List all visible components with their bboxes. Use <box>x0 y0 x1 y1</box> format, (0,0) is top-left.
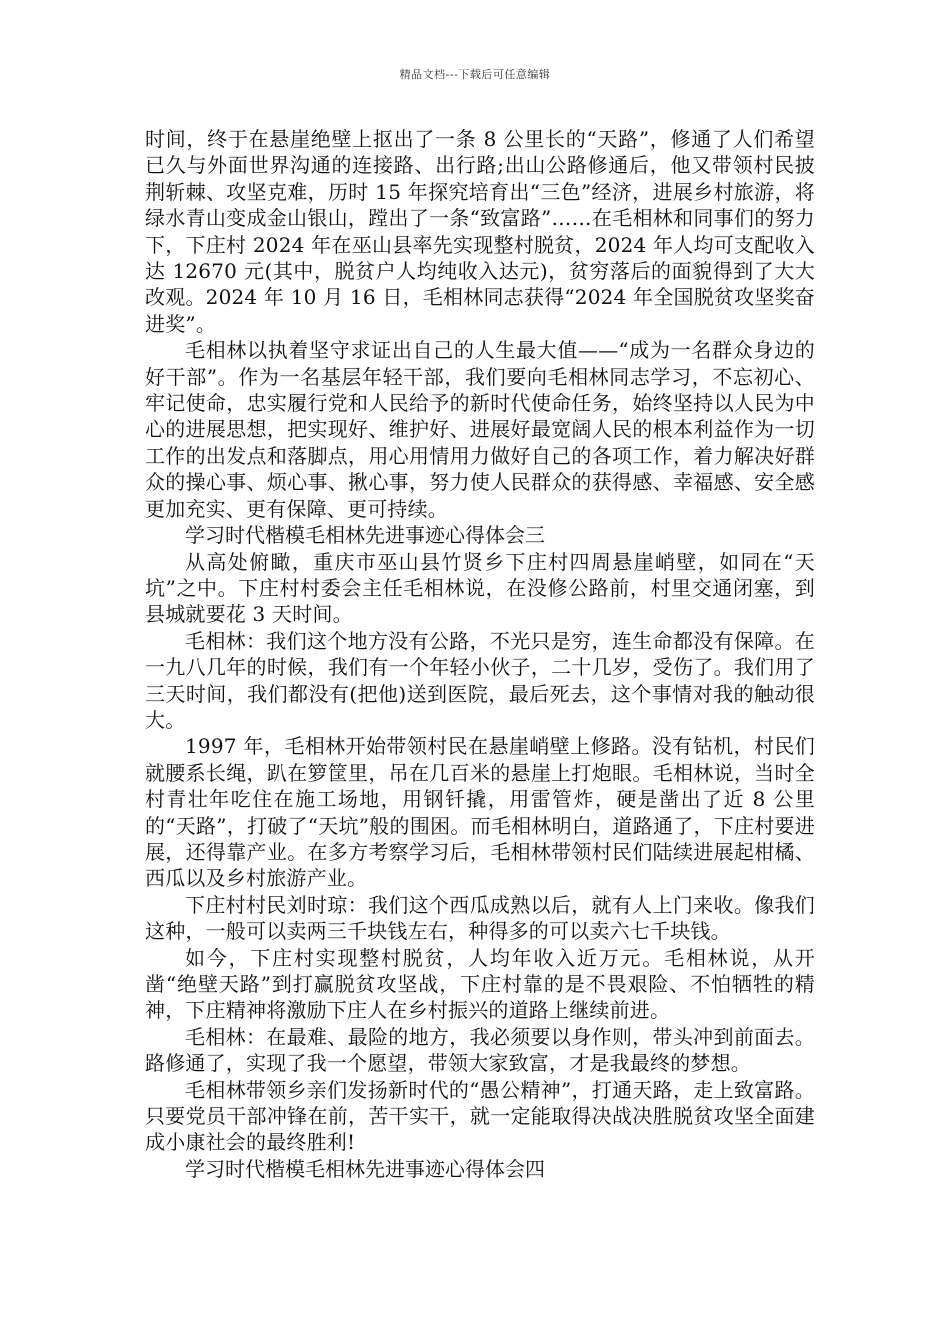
section-heading: 学习时代楷模毛相林先进事迹心得体会三 <box>185 523 545 548</box>
section-heading: 学习时代楷模毛相林先进事迹心得体会四 <box>185 1156 545 1181</box>
paragraph: 从高处俯瞰，重庆市巫山县竹贤乡下庄村四周悬崖峭壁，如同在“天坑”之中。下庄村村委会主任毛相林说，在没修公路前，村里交通闭塞，到县城就要花 3 天时间。 <box>145 549 815 627</box>
paragraph-continuation: 时间，终于在悬崖绝壁上抠出了一条 8 公里长的“天路”，修通了人们希望已久与外面世界沟通的连接路、出行路;出山公路修通后，他又带领村民披荆斩棘、攻坚克难，历时 15 年探究培育出“三色”经济，进展乡村旅游，将绿水青山变成金山银山，蹚出了一条“致富路”……在毛相林和同事们的努力下，下庄村 2024 年在巫山县率先实现整村脱贫，2024 年人均可支配收入达 12670 元(其中，脱贫户人均纯收入达元)，贫穷落后的面貌得到了大大改观。2024 年 10 月 16 日，毛相林同志获得“2024 年全国脱贫攻坚奖奋进奖”。 <box>145 127 815 336</box>
paragraph: 毛相林以执着坚守求证出自己的人生最大值——“成为一名群众身边的好干部”。作为一名基层年轻干部，我们要向毛相林同志学习，不忘初心、牢记使命，忠实履行党和人民给予的新时代使命任务，始终坚持以人民为中心的进展思想，把实现好、维护好、进展好最宽阔人民的根本利益作为一切工作的出发点和落脚点，用心用情用力做好自己的各项工作，着力解决好群众的操心事、烦心事、揪心事，努力使人民群众的获得感、幸福感、安全感更加充实、更有保障、更可持续。 <box>145 338 815 521</box>
paragraph: 1997 年，毛相林开始带领村民在悬崖峭壁上修路。没有钻机，村民们就腰系长绳，趴在箩筐里，吊在几百米的悬崖上打炮眼。毛相林说，当时全村青壮年吃住在施工场地，用钢钎撬，用雷管炸，硬是凿出了近 8 公里的“天路”，打破了“天坑”般的围困。而毛相林明白，道路通了，下庄村要进展，还得靠产业。在多方考察学习后，毛相林带领村民们陆续进展起柑橘、西瓜以及乡村旅游产业。 <box>145 734 815 891</box>
paragraph: 毛相林：我们这个地方没有公路，不光只是穷，连生命都没有保障。在一九八几年的时候，我们有一个年轻小伙子，二十几岁，受伤了。我们用了三天时间，我们都没有(把他)送到医院，最后死去，这个事情对我的触动很大。 <box>145 628 815 732</box>
paragraph: 毛相林：在最难、最险的地方，我必须要以身作则，带头冲到前面去。路修通了，实现了我一个愿望，带领大家致富，才是我最终的梦想。 <box>145 1024 815 1076</box>
document-body <box>145 126 815 1182</box>
paragraph: 如今，下庄村实现整村脱贫，人均年收入近万元。毛相林说，从开凿“绝壁天路”到打赢脱贫攻坚战，下庄村靠的是不畏艰险、不怕牺牲的精神，下庄精神将激励下庄人在乡村振兴的道路上继续前进。 <box>145 945 815 1023</box>
paragraph: 毛相林带领乡亲们发扬新时代的“愚公精神”，打通天路，走上致富路。只要党员干部冲锋在前，苦干实干，就一定能取得决战决胜脱贫攻坚全面建成小康社会的最终胜利! <box>145 1077 815 1155</box>
paragraph: 下庄村村民刘时琼：我们这个西瓜成熟以后，就有人上门来收。像我们这种，一般可以卖两三千块钱左右，种得多的可以卖六七千块钱。 <box>145 892 815 944</box>
page-header: 精品文档---下载后可任意编辑 <box>399 68 551 81</box>
